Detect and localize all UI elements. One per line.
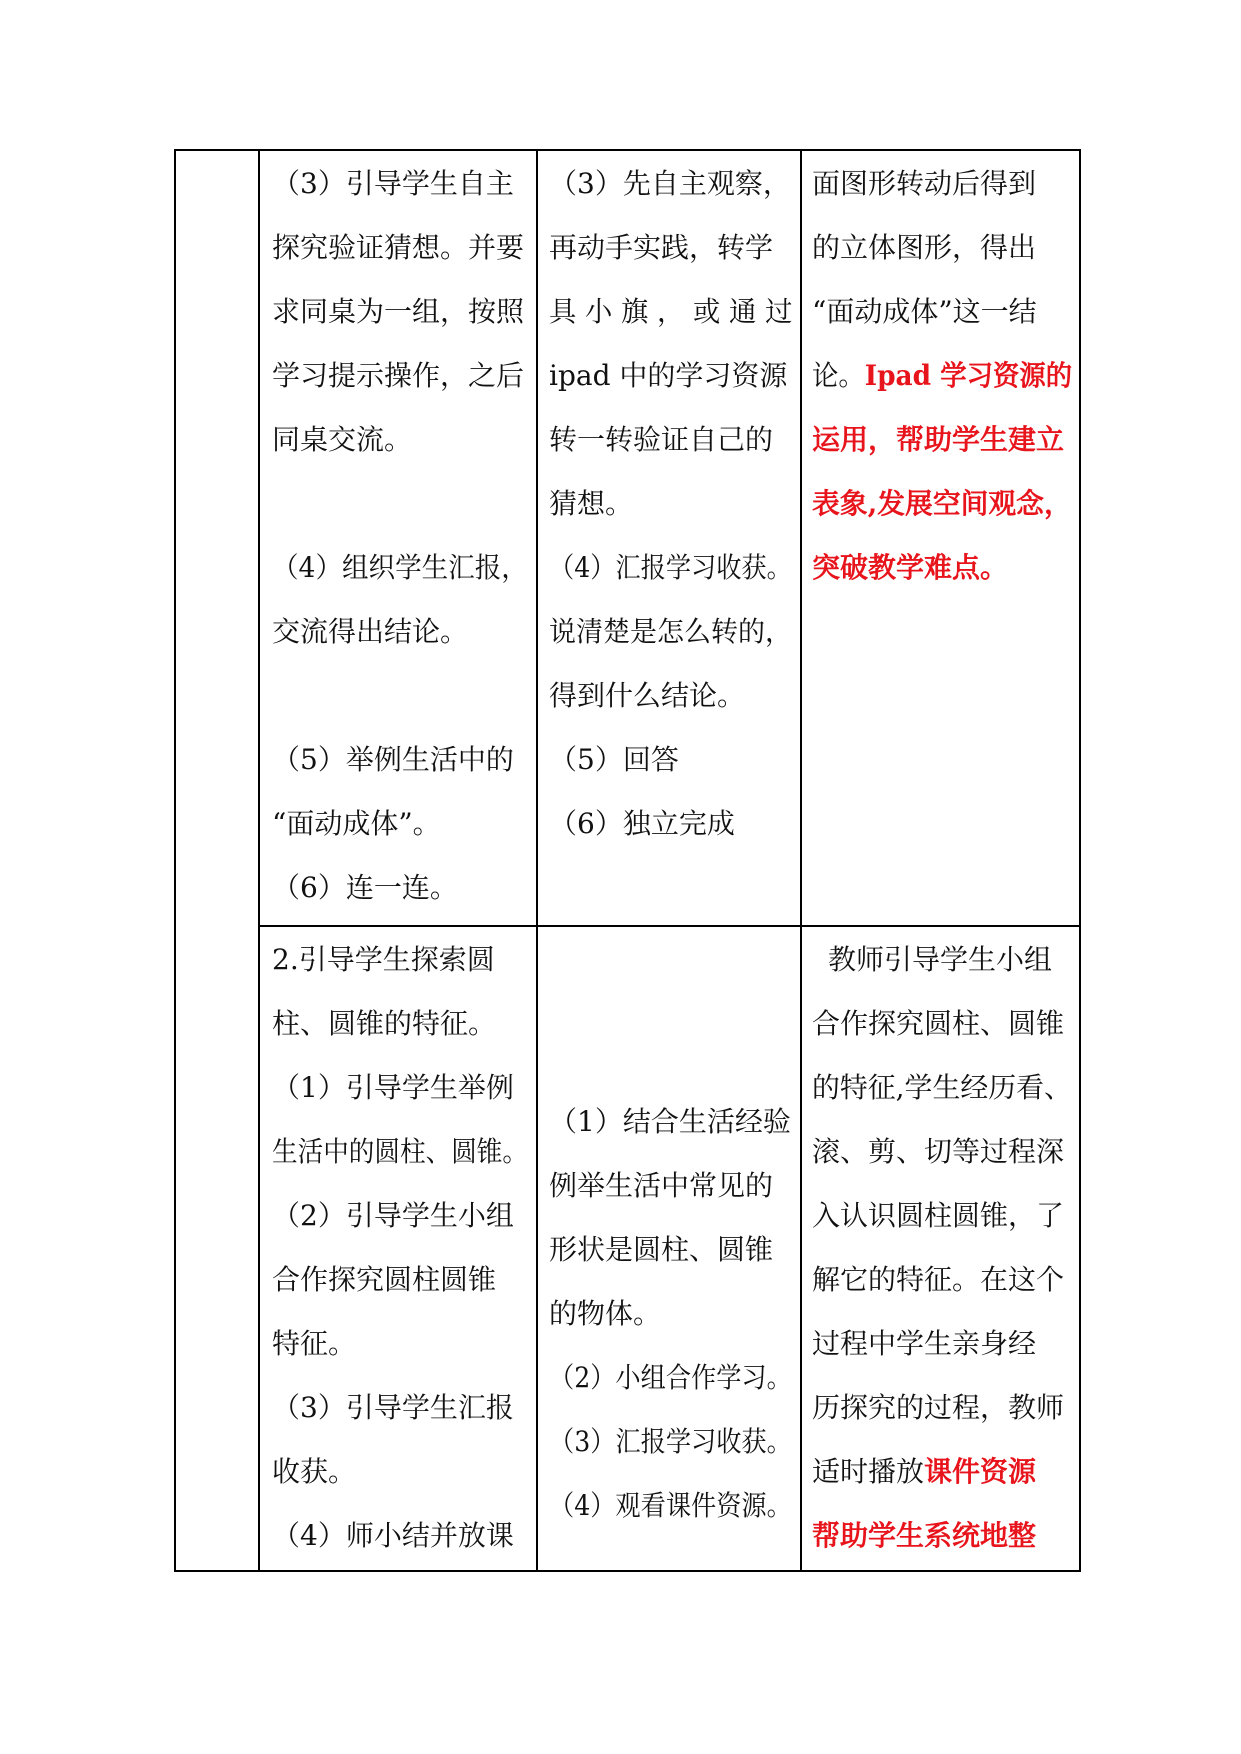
emphasis-text: 突破教学难点。 (812, 551, 1009, 584)
text-line: “面动成体”这一结 (812, 295, 1037, 328)
text-line: （1）结合生活经验 (549, 1105, 791, 1138)
column-divider-3 (800, 149, 802, 1572)
text-line: （3）引导学生自主 (272, 167, 514, 200)
text-line: 合作探究圆柱、圆锥 (812, 1007, 1065, 1040)
text-line: 合作探究圆柱圆锥 (272, 1263, 497, 1296)
text-line: 形状是圆柱、圆锥 (549, 1233, 774, 1266)
text-line: （2）引导学生小组 (272, 1199, 514, 1232)
text-line: 入认识圆柱圆锥，了 (812, 1199, 1065, 1232)
text-line: 具 小 旗 ， 或 通 过 (549, 295, 793, 328)
emphasis-text: 帮助学生系统地整 (812, 1519, 1037, 1552)
text-line: 说清楚是怎么转的， (549, 615, 793, 648)
table-right-border (1079, 149, 1081, 1572)
column-divider-2 (536, 149, 538, 1572)
text-line: 再动手实践，转学 (549, 231, 774, 264)
text-line: 柱、圆锥的特征。 (272, 1007, 497, 1040)
row-divider (258, 925, 1081, 927)
text-line: 面图形转动后得到 (812, 167, 1037, 200)
text-line: 猜想。 (549, 487, 634, 520)
emphasis-text: Ipad 学习资源的 (864, 359, 1073, 392)
text-line-mixed (812, 344, 1072, 408)
text-plain: 论。 (812, 359, 865, 392)
text-line: 收获。 (272, 1455, 357, 1488)
text-line: （5）回答 (549, 743, 679, 776)
text-line: 例举生活中常见的 (549, 1169, 774, 1202)
text-line: （6）独立完成 (549, 807, 735, 840)
text-line: （2）小组合作学习。 (549, 1361, 792, 1394)
text-line: 特征。 (272, 1327, 357, 1360)
text-line: （3）引导学生汇报 (272, 1391, 514, 1424)
text-line: 的立体图形，得出 (812, 231, 1037, 264)
emphasis-text: 表象,发展空间观念， (812, 487, 1072, 520)
text-plain: 适时播放 (812, 1455, 925, 1488)
emphasis-text: 运用，帮助学生建立 (812, 423, 1065, 456)
text-line: （4）观看课件资源。 (549, 1489, 792, 1522)
text-line: （3）先自主观察， (549, 167, 791, 200)
text-line: 生活中的圆柱、圆锥。 (272, 1135, 529, 1168)
text-line: ipad 中的学习资源 (549, 359, 788, 392)
text-line: （3）汇报学习收获。 (549, 1425, 792, 1458)
text-line: 历探究的过程，教师 (812, 1391, 1065, 1424)
table-top-border (174, 149, 1081, 151)
text-line: （4）汇报学习收获。 (549, 551, 792, 584)
table-bottom-border (174, 1570, 1081, 1572)
text-line: （6）连一连。 (272, 871, 458, 904)
text-line: 得到什么结论。 (549, 679, 746, 712)
column-divider-1 (258, 149, 260, 1572)
text-line: 学习提示操作，之后 (272, 359, 525, 392)
text-line: 过程中学生亲身经 (812, 1327, 1037, 1360)
text-line: 2.引导学生探索圆 (272, 943, 495, 976)
text-line: （4）组织学生汇报， (272, 551, 528, 584)
text-line: 的物体。 (549, 1297, 662, 1330)
text-line: 的特征,学生经历看、 (812, 1071, 1072, 1104)
text-line: 求同桌为一组，按照 (272, 295, 525, 328)
text-line: 转一转验证自己的 (549, 423, 774, 456)
text-line: （4）师小结并放课 (272, 1519, 514, 1552)
table-left-border (174, 149, 176, 1572)
text-line: 同桌交流。 (272, 423, 413, 456)
text-line: 探究验证猜想。并要 (272, 231, 525, 264)
text-line-mixed (812, 1440, 1036, 1504)
text-line: 交流得出结论。 (272, 615, 469, 648)
text-line: （5）举例生活中的 (272, 743, 514, 776)
text-line: “面动成体”。 (272, 807, 441, 840)
text-line: 解它的特征。在这个 (812, 1263, 1065, 1296)
text-line: （1）引导学生举例 (272, 1071, 514, 1104)
text-line: 滚、剪、切等过程深 (812, 1135, 1065, 1168)
text-line: 教师引导学生小组 (828, 943, 1053, 976)
emphasis-text: 课件资源 (924, 1455, 1037, 1488)
